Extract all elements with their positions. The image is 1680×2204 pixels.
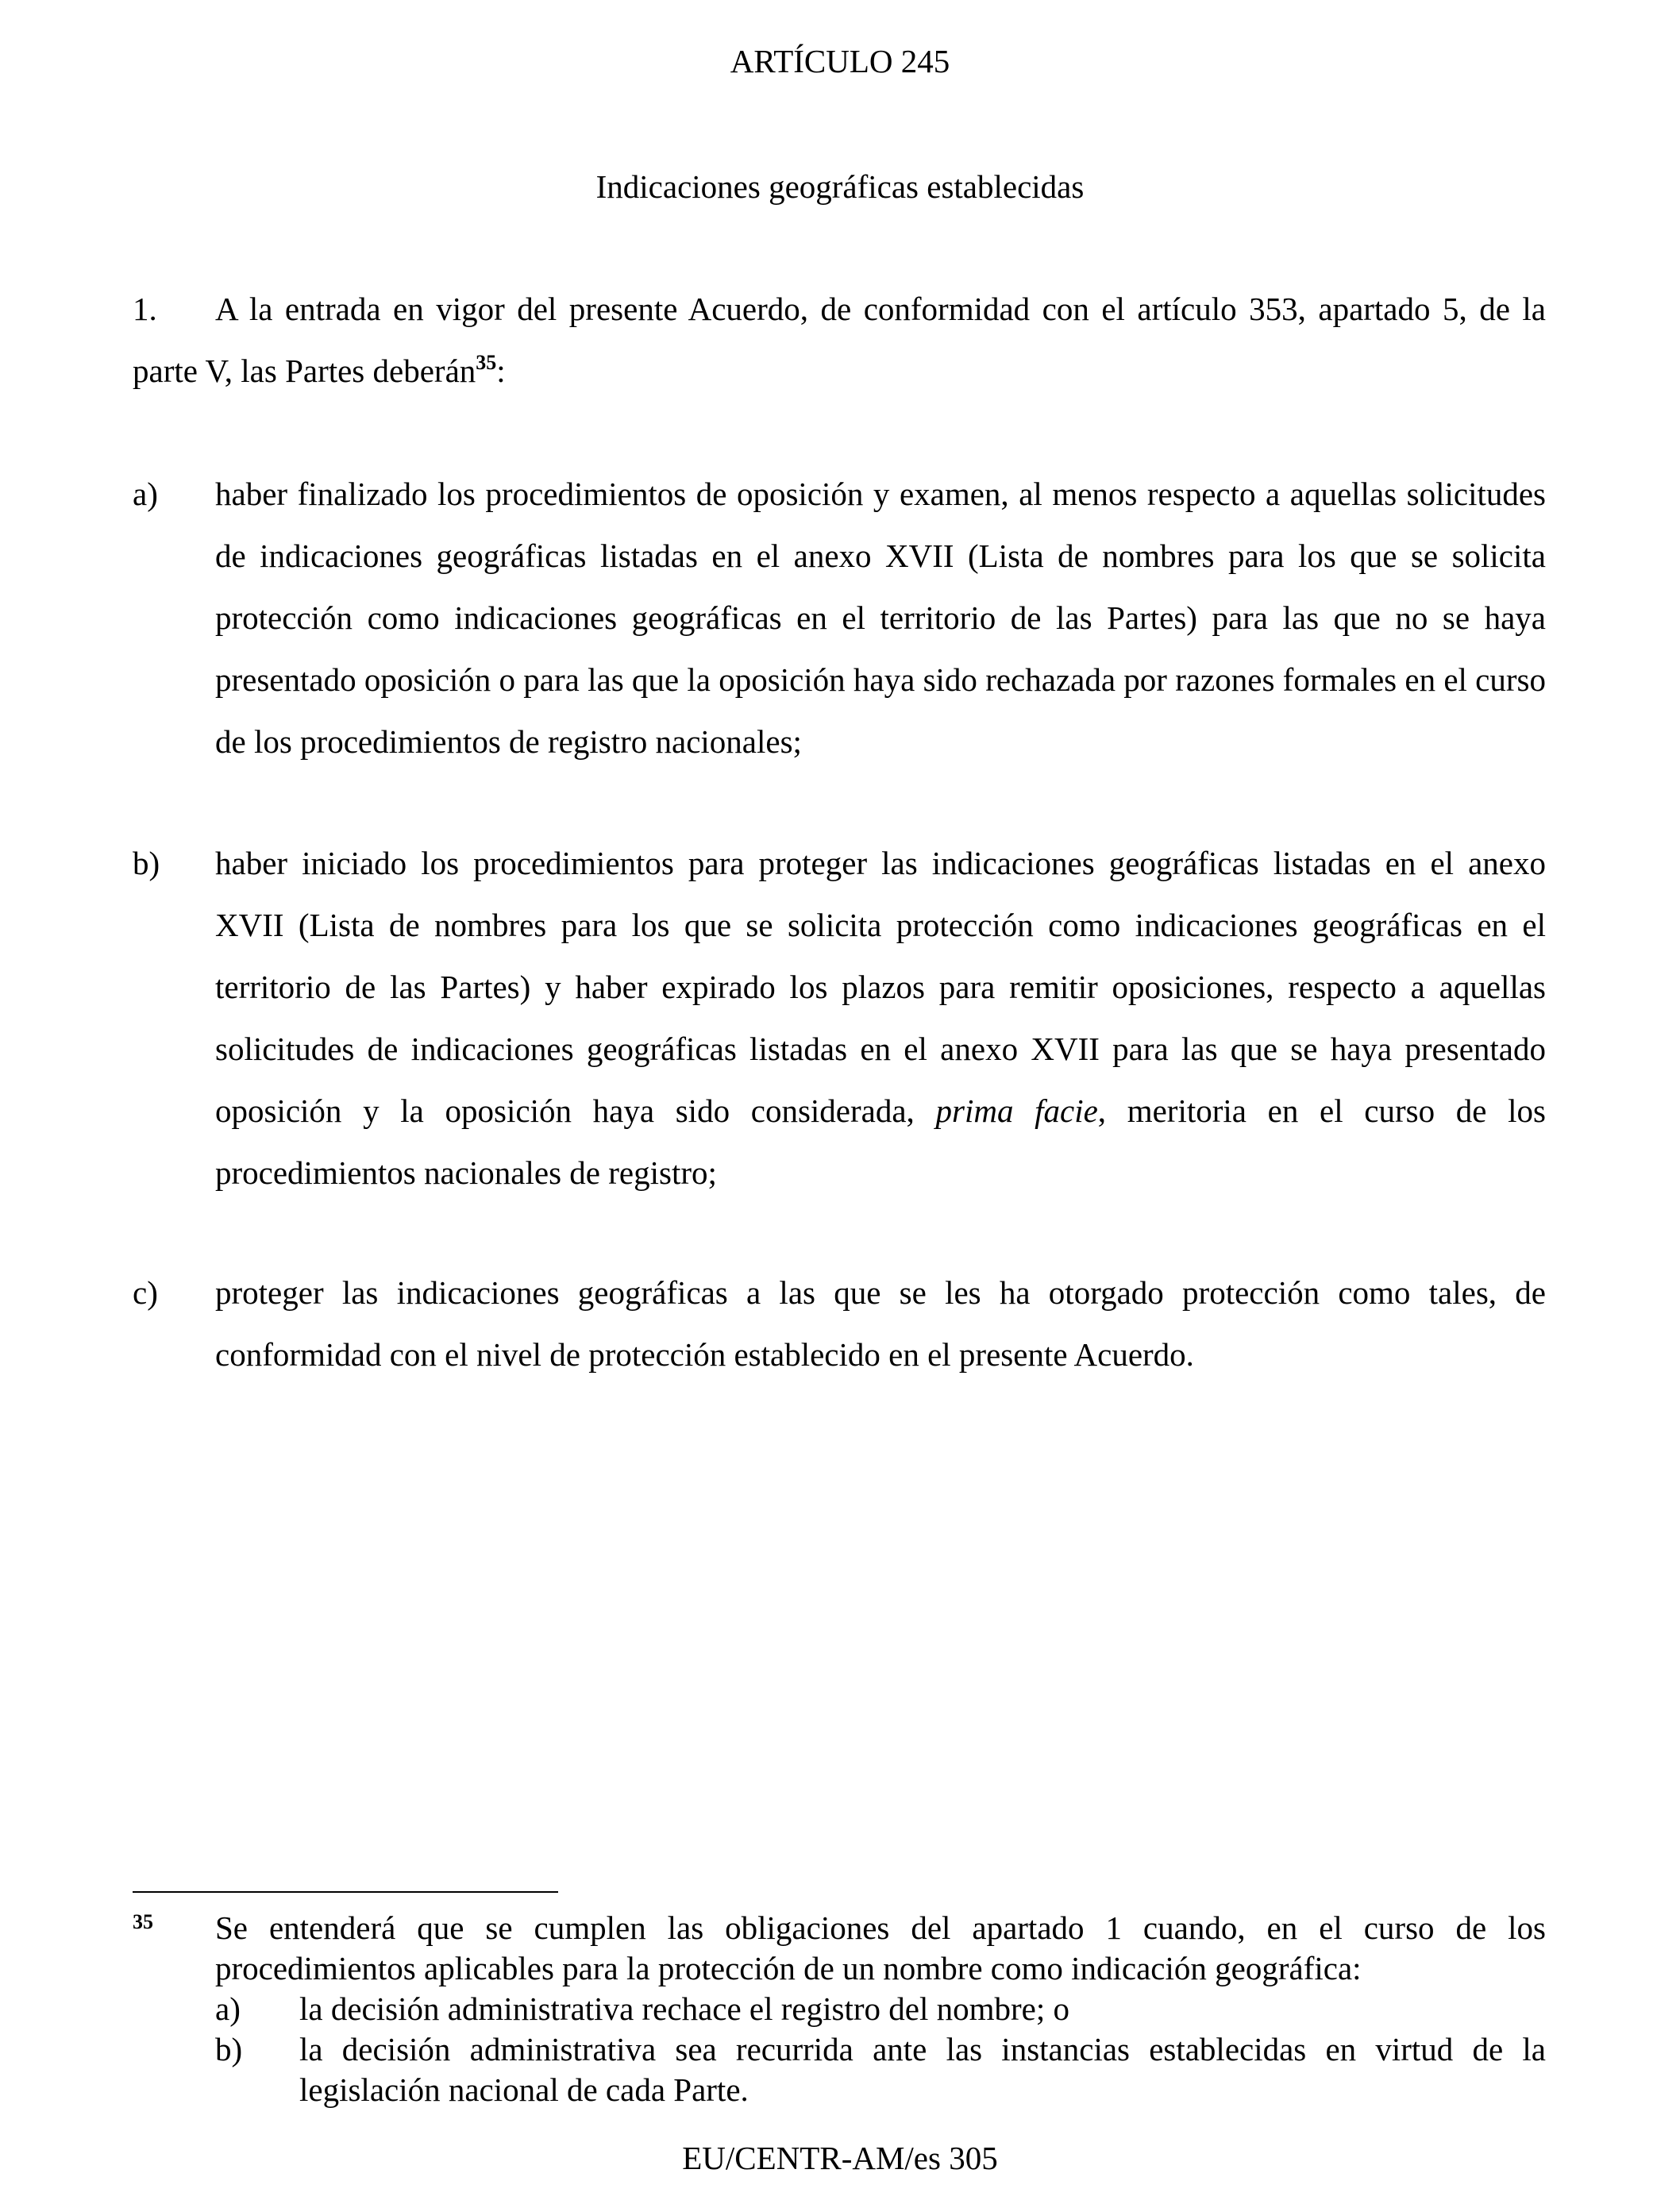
footnote-subitem-label: a)	[215, 1990, 241, 2027]
list-item-label: a)	[133, 476, 158, 512]
list-item-text	[215, 832, 1546, 1204]
footnote-number: 35	[133, 1910, 153, 1933]
footnote-text: Se entenderá que se cumplen las obligaciones del apartado 1 cuando, en el curso de los procedimientos aplicables para la protección de un nombre como indicación geográfica:	[215, 1909, 1546, 1986]
list-item-text: haber finalizado los procedimientos de oposición y examen, al menos respecto a aquellas solicitudes de indicaciones geográficas listadas en el anexo XVII (Lista de nombres para los que se solicita protección como indicaciones geográficas en el territorio de las Partes) para las que no se haya presentado oposición o para las que la oposición haya sido rechazada por razones formales en el curso de los procedimientos de registro nacionales;	[215, 476, 1546, 760]
footnote-subitem-text: la decisión administrativa sea recurrida ante las instancias establecidas en virtud de la legislación nacional de cada Parte.	[299, 2031, 1546, 2108]
list-item-label: b)	[133, 845, 160, 881]
paragraph-number: 1.	[133, 291, 157, 327]
list-item-b	[133, 832, 1546, 1204]
page-footer-reference: EU/CENTR-AM/es 305	[682, 2140, 998, 2176]
article-heading: ARTÍCULO 245	[730, 43, 950, 79]
list-item-text-part: haber iniciado los procedimientos para proteger las indicaciones geográficas listadas en el anexo XVII (Lista de nombres para los que se solicita protección como indicaciones geográficas en el territorio de las Partes) y haber expirado los plazos para remitir oposiciones, respecto a aquellas solicitudes de indicaciones geográficas listadas en el anexo XVII para las que se haya presentado oposición y la oposición haya sido considerada,	[215, 845, 1546, 1129]
list-item-label: c)	[133, 1274, 158, 1311]
list-item-text: proteger las indicaciones geográficas a las que se les ha otorgado protección como tales, de conformidad con el nivel de protección establecido en el presente Acuerdo.	[215, 1274, 1546, 1373]
list-item-c	[133, 1262, 1546, 1385]
italic-term: prima facie	[935, 1092, 1098, 1129]
footnote-separator	[133, 1891, 558, 1893]
footnote	[133, 1908, 1546, 2110]
paragraph-text	[133, 278, 1546, 402]
list-item-a	[133, 463, 1546, 773]
paragraph-text-colon: :	[496, 353, 506, 389]
article-title: Indicaciones geográficas establecidas	[595, 168, 1085, 205]
paragraph-text-body: A la entrada en vigor del presente Acuerdo, de conformidad con el artículo 353, apartado 5, de la parte V, las Partes deberán	[133, 291, 1546, 389]
list-item-text-part: , meritoria en el curso de los procedimientos nacionales de registro;	[215, 1092, 1547, 1191]
footnote-subitem-a	[215, 1989, 1546, 2029]
footnote-subitem-text: la decisión administrativa rechace el registro del nombre; o	[299, 1990, 1069, 2027]
paragraph-1	[133, 278, 1546, 402]
footnote-subitem-label: b)	[215, 2031, 243, 2067]
footnote-subitem-b	[215, 2029, 1546, 2110]
footnote-reference[interactable]: 35	[476, 351, 497, 374]
